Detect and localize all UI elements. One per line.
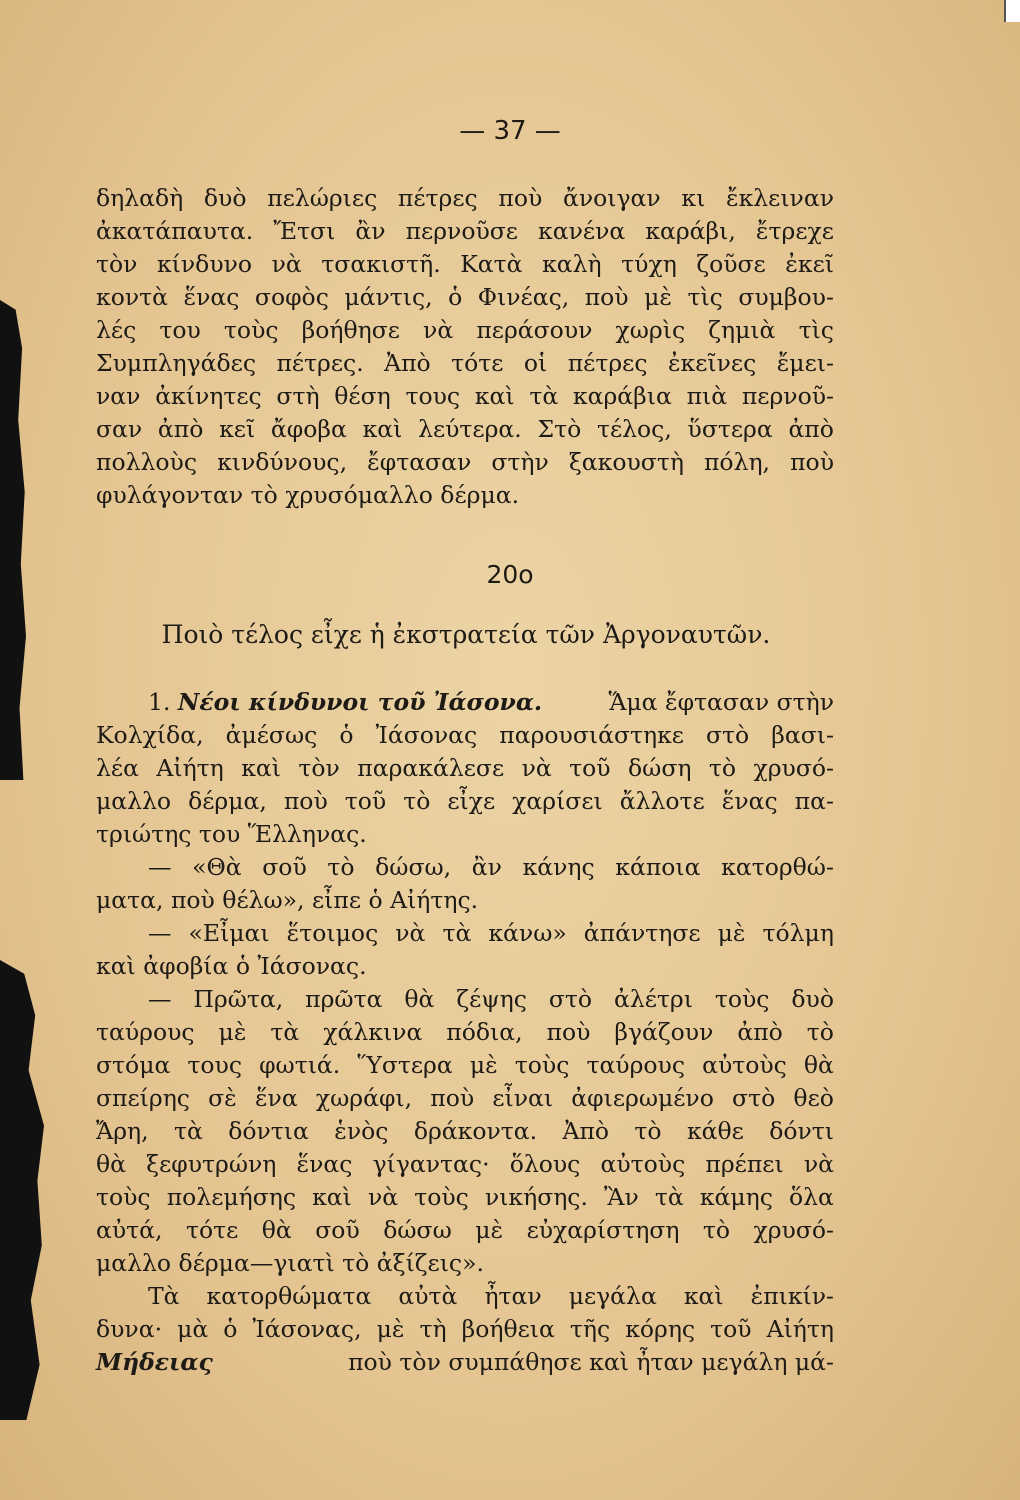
text-line [96, 1214, 834, 1247]
word: εἶναι [492, 1084, 554, 1112]
text-line [96, 1148, 834, 1181]
word: ἀπὸ [737, 1018, 783, 1046]
word: καὶ [312, 1183, 352, 1211]
page-number: — 37 — [459, 116, 561, 146]
word: κάνης [522, 853, 595, 881]
word: Τὰ [148, 1282, 180, 1310]
word: χάλκινα [323, 1018, 423, 1046]
word: πέτρες [397, 184, 478, 212]
word: μὲ [469, 1051, 498, 1079]
text-line [96, 1280, 834, 1313]
text-line [96, 785, 834, 818]
word: κόρης [625, 1315, 696, 1343]
word: βοήθησε [301, 316, 400, 344]
word: ποὺ [430, 1084, 475, 1112]
word: στὸ [706, 721, 750, 749]
word: «Θὰ [192, 853, 242, 881]
text-line [96, 281, 834, 314]
word: ξακουστὴ [568, 448, 684, 476]
word: νὰ [803, 1150, 834, 1178]
word: ὅλους [509, 1150, 581, 1178]
word: ἑνὸς [334, 1117, 389, 1145]
word: ποὺ [498, 184, 543, 212]
word: ἀκίνητες [155, 382, 262, 410]
word: ἕνας [296, 1150, 353, 1178]
word: — [148, 853, 172, 881]
word: Στὸ [537, 415, 582, 443]
word: ἄνοιγαν [562, 184, 661, 212]
word: καὶ [474, 382, 515, 410]
word: θὰ [96, 1150, 127, 1178]
word: πρῶτα [305, 985, 383, 1013]
text-line [96, 215, 834, 248]
word: σοῦ [315, 1216, 360, 1244]
word: δηλαδὴ [96, 184, 184, 212]
word: δώσω [383, 1216, 452, 1244]
word: μὲ [376, 1315, 405, 1343]
word: στὸ [548, 985, 593, 1013]
text-line: καὶ ἀφοβία ὁ Ἰάσονας. [96, 952, 367, 980]
word: καὶ [241, 754, 281, 782]
word: ταύρους [96, 1018, 195, 1046]
word: ἕτοιμος [286, 919, 379, 947]
word: νὰ [271, 250, 302, 278]
word: ἂν [355, 217, 386, 245]
word: Ἀπὸ [562, 1117, 610, 1145]
text-line [96, 1016, 834, 1049]
word: νὰ [367, 1183, 399, 1211]
word: μὲ [218, 1018, 247, 1046]
word: ἄφοβα [270, 415, 347, 443]
word: ὕστερα [687, 415, 773, 443]
word: μαλλο [96, 787, 172, 815]
word: εἶχε [447, 787, 496, 815]
word: τὸν [96, 250, 138, 278]
word: λεύτερα. [418, 415, 522, 443]
torn-edge-top [0, 300, 26, 780]
text-line [96, 752, 834, 785]
word: τοῦ [710, 1315, 752, 1343]
word: τοὺς [414, 1183, 469, 1211]
text-line: τριώτης του Ἕλληνας. [96, 820, 367, 848]
word: χρυσό- [753, 754, 834, 782]
word: αὐτά, [96, 1216, 163, 1244]
word: θὰ [803, 1051, 834, 1079]
word: Κολχίδα, [96, 721, 204, 749]
word: νὰ [395, 919, 426, 947]
word: τὴ [419, 1315, 447, 1343]
chapter-number: 20ο [486, 560, 534, 589]
word: πέτρες [567, 349, 648, 377]
word: ἔμει- [776, 349, 834, 377]
word: τους [187, 1051, 243, 1079]
word: στόμα [96, 1051, 171, 1079]
word: μεγάλα [568, 1282, 657, 1310]
word: Ἰάσονας, [252, 1315, 362, 1343]
word: Πρῶτα, [193, 985, 284, 1013]
word: τὰ [442, 919, 472, 947]
chapter-title: Ποιὸ τέλος εἶχε ἡ ἐκστρατεία τῶν Ἀργοναυτῶν. [161, 620, 771, 649]
word: ἦταν [484, 1282, 542, 1310]
word: κινδύνους, [217, 448, 348, 476]
text-line [96, 446, 834, 479]
word: νικήσης. [484, 1183, 588, 1211]
word: τὶς [687, 283, 723, 311]
name-medea: Μήδειας [96, 1348, 213, 1376]
word: τὸ [327, 853, 355, 881]
word: τὸ [708, 754, 737, 782]
word: Ἰάσονας [375, 721, 478, 749]
text-line [96, 248, 834, 281]
word: τότε [185, 1216, 239, 1244]
word: καὶ [683, 1282, 724, 1310]
text-line [96, 917, 834, 950]
word: γίγαντας· [372, 1150, 490, 1178]
word: ἀμέσως [225, 721, 318, 749]
word: καράβια [572, 382, 672, 410]
word: πα- [794, 787, 834, 815]
text-line-rest: Ἅμα ἔφτασαν στὴν [608, 688, 834, 716]
word: Ἂν [604, 1183, 639, 1211]
word: ὅλα [788, 1183, 834, 1211]
word: αὐτοὺς [702, 1051, 787, 1079]
word: Ἀπὸ [384, 349, 431, 377]
word: Αἰήτη [766, 1315, 834, 1343]
word: Αἰήτη [156, 754, 224, 782]
word: ποὺ [790, 448, 834, 476]
word: τόλμη [762, 919, 834, 947]
word: τότε [451, 349, 504, 377]
word: τὰ [529, 382, 559, 410]
word: μὲ [644, 283, 672, 311]
word: κι [681, 184, 706, 212]
word: δόντι [769, 1117, 834, 1145]
word: καράβι, [645, 217, 736, 245]
word: παρακάλεσε [357, 754, 505, 782]
word: σὲ [208, 1084, 237, 1112]
word: δώση [628, 754, 692, 782]
word: ἕνα [254, 1084, 298, 1112]
word: χαρίσει [512, 787, 603, 815]
word: περνοῦσε [405, 217, 518, 245]
word: δέρμα, [188, 787, 267, 815]
word: μὲ [717, 919, 746, 947]
word: συμβου- [738, 283, 834, 311]
word: τὸν [298, 754, 340, 782]
word: Φινέας, [477, 283, 570, 311]
word: τὶς [798, 316, 834, 344]
word: μάντις, [344, 283, 433, 311]
word: σοῦ [262, 853, 307, 881]
word: ἕνας [721, 787, 778, 815]
word: ἀπὸ [157, 415, 204, 443]
word: Ὕστερα [357, 1051, 453, 1079]
word: δυὸ [203, 184, 247, 212]
word: θεὸ [793, 1084, 834, 1112]
section-heading-line [96, 686, 834, 719]
word: πόδια, [446, 1018, 523, 1046]
word: ποὺ [283, 787, 328, 815]
word: τὰ [173, 1117, 203, 1145]
word: δώσω, [375, 853, 452, 881]
word: πελώριες [267, 184, 378, 212]
word: στὸ [732, 1084, 776, 1112]
section-heading: Νέοι κίνδυνοι τοῦ Ἰάσονα. [177, 688, 543, 716]
word: μὲ [475, 1216, 504, 1244]
page-corner-tab [1004, 0, 1020, 22]
word: παρουσιάστηκε [499, 721, 684, 749]
word: θὰ [261, 1216, 292, 1244]
text-line: ματα, ποὺ θέλω», εἶπε ὁ Αἰήτης. [96, 886, 479, 914]
word: πόλη, [703, 448, 771, 476]
word: καλὴ [542, 250, 602, 278]
word: ἀλέτρι [613, 985, 693, 1013]
word: σαν [96, 415, 143, 443]
word: κοντὰ [96, 283, 168, 311]
word: ὁ [448, 283, 463, 311]
word: ταύρους [586, 1051, 686, 1079]
word: του [159, 316, 201, 344]
word: Ἔτσι [273, 217, 336, 245]
word: ὁ [339, 721, 354, 749]
word: κεῖ [219, 415, 256, 443]
word: νὰ [423, 316, 454, 344]
word: στὴ [276, 382, 320, 410]
word: εὐχαρίστηση [526, 1216, 680, 1244]
word: ζέψης [456, 985, 527, 1013]
word: πρέπει [705, 1150, 784, 1178]
word: τσακιστῆ. [321, 250, 441, 278]
word: περνοῦ- [741, 382, 834, 410]
word: ἂν [471, 853, 502, 881]
word: τὸ [702, 1216, 731, 1244]
word: σπείρης [96, 1084, 190, 1112]
word: τὰ [270, 1018, 300, 1046]
text-line [96, 380, 834, 413]
word: ὁ [223, 1315, 238, 1343]
word: τὸ [634, 1117, 662, 1145]
word: ξεφυτρώνη [146, 1150, 277, 1178]
word: τῆς [569, 1315, 611, 1343]
word: βοήθεια [461, 1315, 555, 1343]
word: ἐπικίν- [750, 1282, 834, 1310]
word: ἕνας [183, 283, 240, 311]
word: «Εἶμαι [188, 919, 270, 947]
word: τύχη [621, 250, 677, 278]
word: τέλος, [596, 415, 672, 443]
word: κάμης [699, 1183, 773, 1211]
word: κάνω» [488, 919, 567, 947]
word: ναν [96, 382, 141, 410]
word: πιὰ [686, 382, 728, 410]
text-line [96, 1313, 834, 1346]
word: δράκοντα. [413, 1117, 538, 1145]
text-line [96, 851, 834, 884]
word: σοφὸς [254, 283, 329, 311]
word: κατορθώ- [721, 853, 834, 881]
word: κάποια [615, 853, 701, 881]
word: κανένα [538, 217, 626, 245]
word: χρυσό- [753, 1216, 834, 1244]
word: ζημιὰ [708, 316, 776, 344]
word: τοὺς [714, 985, 770, 1013]
word: τοὺς [96, 1183, 151, 1211]
word: κίνδυνο [156, 250, 253, 278]
word: — [148, 919, 172, 947]
text-line [96, 1181, 834, 1214]
word: ἐκεῖ [785, 250, 834, 278]
word: τοῦ [569, 754, 611, 782]
section-heading-group [96, 686, 542, 719]
word: ἀκατάπαυτα. [96, 217, 254, 245]
word: θὰ [404, 985, 435, 1013]
word: θέση [334, 382, 391, 410]
word: λές [96, 316, 137, 344]
word: οἱ [523, 349, 548, 377]
word: βασι- [771, 721, 834, 749]
text-line-rest: ποὺ τὸν συμπάθησε καὶ ἦταν μεγάλη μά- [348, 1348, 834, 1376]
word: Συμπληγάδες [96, 349, 256, 377]
section-number: 1. [148, 688, 171, 716]
word: ἀφιερωμένο [571, 1084, 714, 1112]
text-line [96, 413, 834, 446]
word: τοῦ [344, 787, 387, 815]
word: ἐκεῖνες [667, 349, 757, 377]
text-line [96, 1082, 834, 1115]
word: τους [405, 382, 461, 410]
word: αὐτὰ [398, 1282, 458, 1310]
word: τὰ [654, 1183, 684, 1211]
text-line [96, 1115, 834, 1148]
word: ποὺ [584, 283, 629, 311]
text-line [96, 983, 834, 1016]
word: ἔτρεχε [755, 217, 834, 245]
word: περάσουν [476, 316, 593, 344]
text-line [96, 1049, 834, 1082]
word: χωρὶς [615, 316, 686, 344]
word: στὴν [491, 448, 549, 476]
word: αὐτοὺς [600, 1150, 686, 1178]
text-line: φυλάγονταν τὸ χρυσόμαλλο δέρμα. [96, 481, 520, 509]
word: κάθε [686, 1117, 744, 1145]
word: ἔφτασαν [367, 448, 472, 476]
word: ποὺ [546, 1018, 591, 1046]
text-line [96, 347, 834, 380]
word: πέτρες. [276, 349, 364, 377]
word: τοὺς [514, 1051, 570, 1079]
text-line-last [96, 1346, 834, 1379]
word: δόντια [228, 1117, 309, 1145]
section-1 [96, 686, 834, 1379]
word: ἀπὸ [788, 415, 834, 443]
word: ζοῦσε [696, 250, 766, 278]
word: καὶ [362, 415, 403, 443]
word: πολεμήσης [166, 1183, 296, 1211]
word: νὰ [521, 754, 552, 782]
word: δυνα· [96, 1315, 163, 1343]
text-line [96, 182, 834, 215]
word: τὸ [403, 787, 431, 815]
word: τοὺς [223, 316, 279, 344]
word: φωτιά. [259, 1051, 341, 1079]
word: Ἄρη, [96, 1117, 149, 1145]
text-line [96, 719, 834, 752]
word: Κατὰ [460, 250, 523, 278]
word: λέα [96, 754, 139, 782]
text-line [96, 314, 834, 347]
word: ἀπάντησε [583, 919, 701, 947]
word: πολλοὺς [96, 448, 197, 476]
word: βγάζουν [614, 1018, 714, 1046]
word: τὸ [806, 1018, 834, 1046]
torn-edge-bottom [0, 960, 44, 1420]
word: — [148, 985, 172, 1013]
word: κατορθώματα [206, 1282, 372, 1310]
word: ἄλλοτε [619, 787, 705, 815]
word: δυὸ [791, 985, 834, 1013]
text-line: μαλλο δέρμα—γιατὶ τὸ ἀξίζεις». [96, 1249, 484, 1277]
word: χωράφι, [315, 1084, 413, 1112]
word: μὰ [177, 1315, 209, 1343]
word: ἔκλειναν [725, 184, 834, 212]
paragraph-top [96, 182, 834, 512]
